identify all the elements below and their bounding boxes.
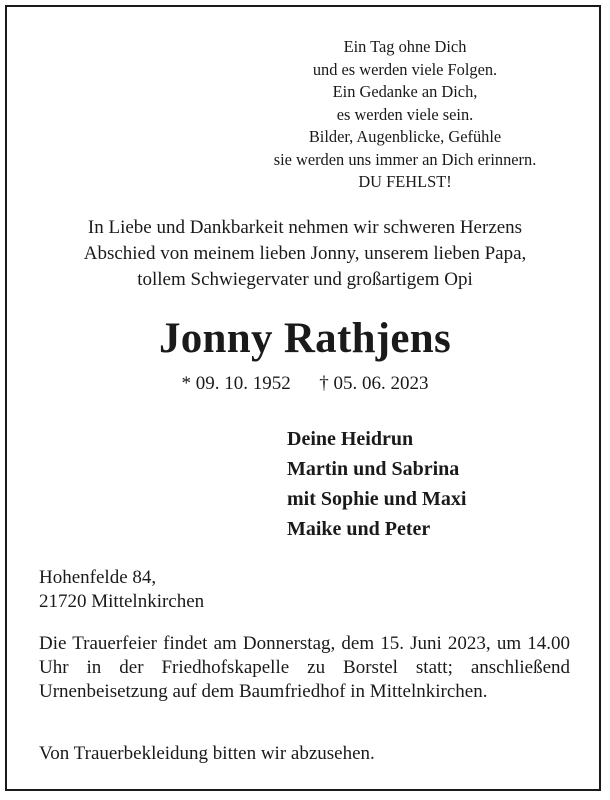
attire-note: Von Trauerbekleidung bitten wir abzusehen. bbox=[39, 743, 375, 764]
poem bbox=[230, 36, 580, 194]
intro-line: Abschied von meinem lieben Jonny, unserem lieben Papa, bbox=[83, 243, 527, 264]
poem-line: Ein Gedanke an Dich, bbox=[332, 82, 478, 101]
mourner-line: Deine Heidrun bbox=[287, 428, 414, 450]
deceased-name: Jonny Rathjens bbox=[158, 315, 452, 362]
service-details: Die Trauerfeier findet am Donnerstag, dem 15. Juni 2023, um 14.00 Uhr in der Friedhofskapelle zu Borstel statt; anschließend Urnenbeisetzung auf dem Baumfriedhof in Mittelnkirchen. bbox=[39, 633, 570, 702]
poem-line: DU FEHLST! bbox=[358, 172, 452, 191]
intro-line: tollem Schwiegervater und großartigem Opi bbox=[137, 269, 473, 290]
poem-line: es werden viele sein. bbox=[336, 104, 474, 124]
birth-date: * 09. 10. 1952 bbox=[181, 373, 291, 394]
intro-line: In Liebe und Dankbarkeit nehmen wir schweren Herzens bbox=[87, 217, 523, 238]
farewell-intro bbox=[20, 215, 590, 293]
life-dates bbox=[0, 372, 610, 396]
death-date: † 05. 06. 2023 bbox=[319, 373, 429, 394]
address bbox=[39, 566, 204, 614]
poem-line: Ein Tag ohne Dich bbox=[343, 37, 467, 56]
mourners-list bbox=[287, 424, 466, 544]
address-city: 21720 Mittelnkirchen bbox=[39, 591, 205, 612]
poem-line: Bilder, Augenblicke, Gefühle bbox=[308, 127, 502, 146]
poem-line: sie werden uns immer an Dich erinnern. bbox=[273, 149, 537, 169]
address-street: Hohenfelde 84, bbox=[39, 567, 157, 588]
mourner-line: Maike und Peter bbox=[287, 518, 431, 540]
mourner-line: mit Sophie und Maxi bbox=[287, 488, 467, 510]
mourner-line: Martin und Sabrina bbox=[287, 458, 460, 480]
poem-line: und es werden viele Folgen. bbox=[312, 59, 498, 79]
